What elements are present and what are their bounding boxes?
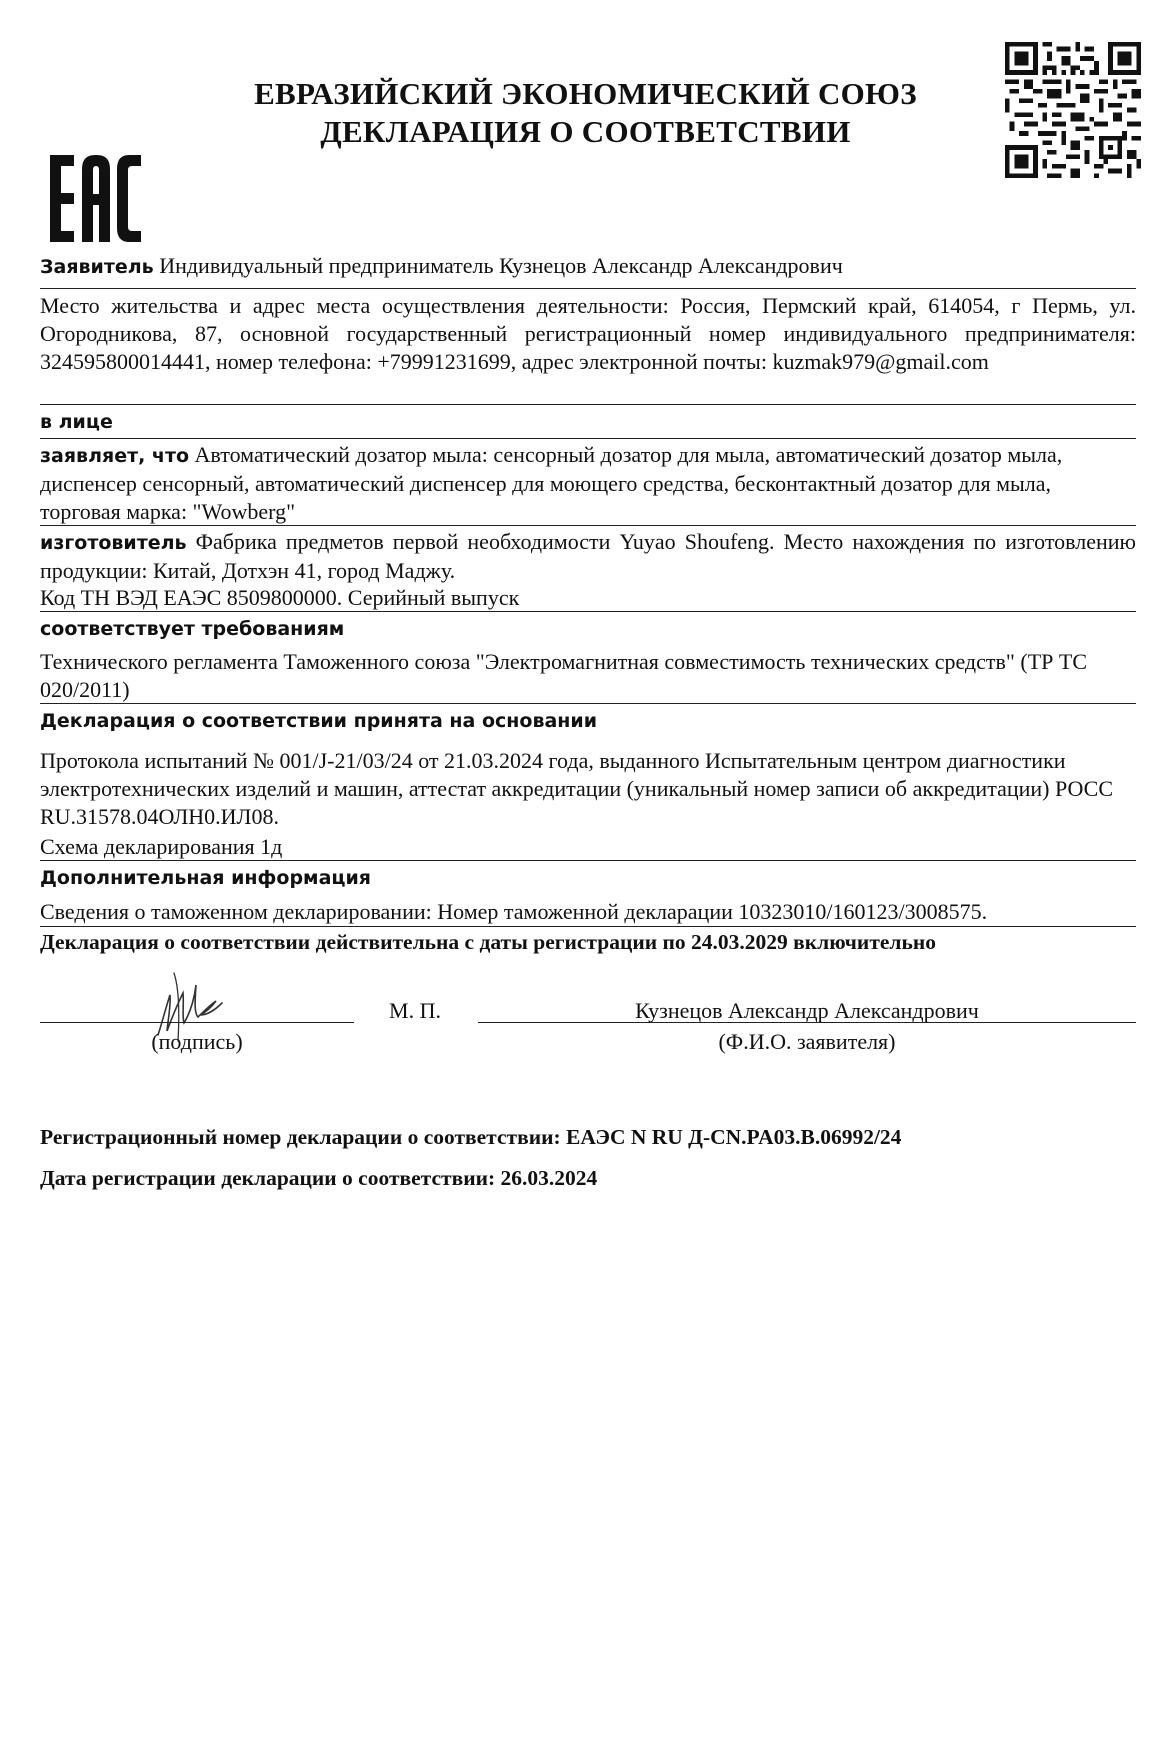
registration-number-line: Регистрационный номер декларации о соответствии: ЕАЭС N RU Д-CN.PA03.B.06992/24 (40, 1125, 902, 1149)
validity-line: Декларация о соответствии действительна с даты регистрации по 24.03.2029 включительно (40, 930, 936, 954)
name-line (478, 1022, 1136, 1023)
basis-label: Декларация о соответствии принята на основании (40, 710, 598, 732)
hs-code-line: Код ТН ВЭД ЕАЭС 8509800000. Серийный выпуск (40, 585, 520, 610)
header-title-declaration: ДЕКЛАРАЦИЯ О СООТВЕТСТВИИ (320, 114, 851, 149)
applicant-value: Индивидуальный предприниматель Кузнецов Александр Александрович (153, 253, 843, 278)
divider (40, 926, 1136, 927)
divider (40, 860, 1136, 861)
applicant-name: Кузнецов Александр Александрович (635, 998, 979, 1023)
name-caption: (Ф.И.О. заявителя) (718, 1029, 896, 1054)
registration-date-line: Дата регистрации декларации о соответствии: 26.03.2024 (40, 1166, 598, 1190)
in-person-row (40, 407, 1136, 436)
divider (40, 288, 1136, 289)
basis-text: Протокола испытаний № 001/J-21/03/24 от 21.03.2024 года, выданного Испытательным центром диагностики электротехнических изделий и машин, аттестат аккредитации (уникальный номер записи об аккредитации) РОСС RU.31578.04ОЛН0.ИЛ08. (40, 748, 1114, 829)
divider (40, 438, 1136, 439)
address-text: Место жительства и адрес места осуществления деятельности: Россия, Пермский край, 614054, г Пермь, ул. Огородникова, 87, основной государственный регистрационный номер индивидуального предпринимателя: 324595800014441, номер телефона: +79991231699, адрес электронной почты: kuzmak979@gmail.com (40, 293, 1136, 374)
declares-value: Автоматический дозатор мыла: сенсорный дозатор для мыла, автоматический дозатор мыла, диспенсер сенсорный, автоматический диспенсер для моющего средства, бесконтактный дозатор для мыла, торговая марка: "Wowberg" (40, 442, 1063, 524)
applicant-row (40, 252, 1136, 281)
header-title-union: ЕВРАЗИЙСКИЙ ЭКОНОМИЧЕСКИЙ СОЮЗ (254, 76, 917, 111)
in-person-label: в лице (40, 411, 113, 433)
declares-label: заявляет, что (40, 445, 190, 467)
additional-label: Дополнительная информация (40, 867, 371, 889)
additional-row (40, 863, 1136, 892)
manufacturer-label: изготовитель (40, 532, 187, 554)
stamp-placeholder: М. П. (389, 998, 441, 1023)
basis-row (40, 706, 1136, 735)
declares-row (40, 441, 1136, 526)
divider (40, 703, 1136, 704)
requirements-label: соответствует требованиям (40, 618, 345, 640)
signature-caption: (подпись) (151, 1029, 243, 1054)
requirements-row (40, 614, 1136, 643)
additional-text: Сведения о таможенном декларировании: Номер таможенной декларации 10323010/160123/3008575. (40, 899, 988, 924)
scheme-line: Схема декларирования 1д (40, 834, 283, 859)
divider (40, 611, 1136, 612)
requirements-text: Технического регламента Таможенного союза "Электромагнитная совместимость технических средств" (ТР ТС 020/2011) (40, 649, 1087, 702)
eac-mark-icon (50, 155, 141, 242)
manufacturer-row (40, 528, 1136, 585)
applicant-label: Заявитель (40, 256, 154, 278)
qr-code-icon (1005, 42, 1141, 178)
manufacturer-value: Фабрика предметов первой необходимости Yuyao Shoufeng. Место нахождения по изготовлению продукции: Китай, Дотхэн 41, город Маджу. (40, 529, 1136, 583)
divider (40, 525, 1136, 526)
signature-line (40, 1022, 354, 1023)
divider (40, 404, 1136, 405)
